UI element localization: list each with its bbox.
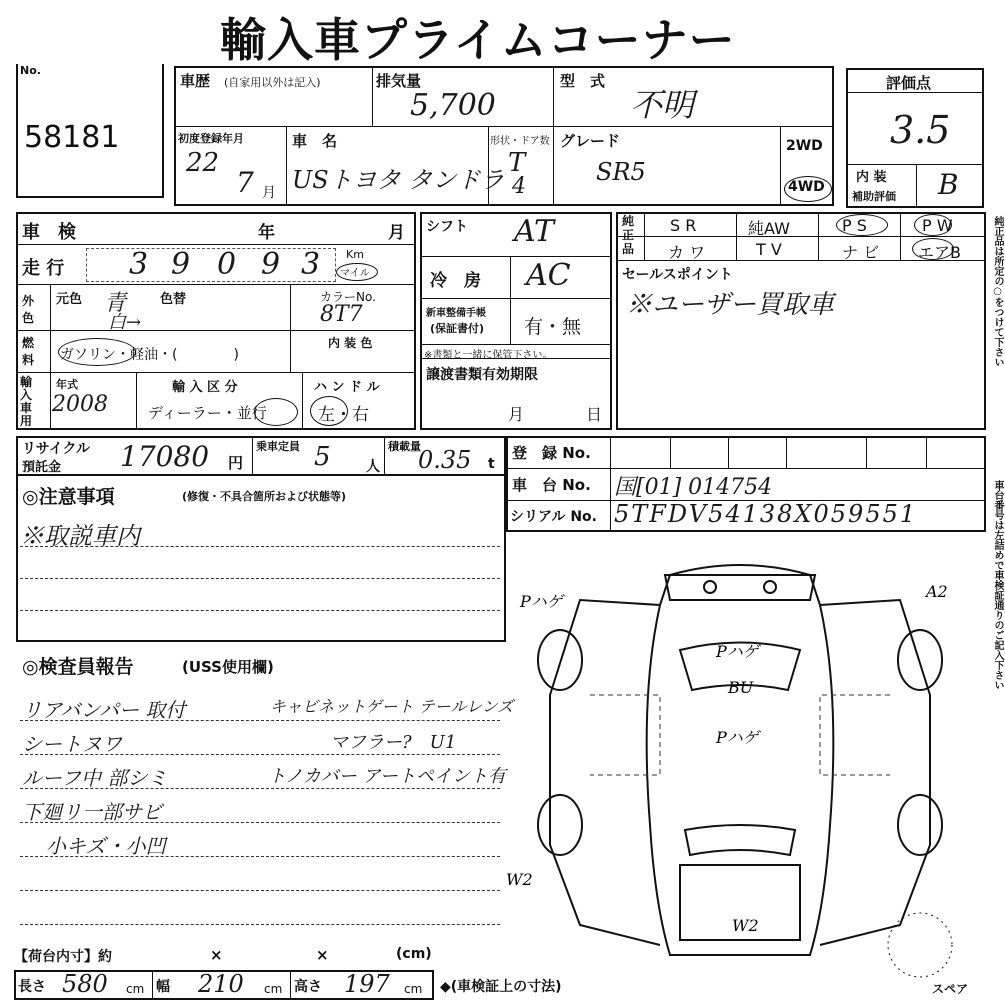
diagram-mark: Pハゲ: [716, 642, 759, 661]
shape-value-2: 4: [512, 174, 526, 199]
aircon-label: 冷 房: [430, 271, 481, 291]
chassis-label: 車 台 No.: [512, 476, 591, 494]
car-name-value: USトヨタ タンドラ: [292, 166, 505, 194]
wheel-front-left: [538, 630, 582, 690]
recycle-value: 17080: [120, 440, 210, 473]
recycle-sub-label: 預託金: [22, 460, 62, 475]
car-diagram: [506, 545, 960, 965]
color-change-label: 色替: [160, 292, 187, 307]
color-label: 外色: [22, 294, 35, 325]
dims-note: ◆(車検証上の寸法): [440, 979, 562, 995]
first-reg-year: 22: [186, 148, 220, 178]
cargo-x1: ×: [210, 946, 223, 964]
height-value: 197: [344, 970, 390, 998]
door-line-right: [820, 695, 890, 775]
front-bumper: [665, 575, 815, 600]
interior-score: B: [938, 168, 959, 201]
2wd-label: 2WD: [786, 138, 823, 154]
notes-sub-label: (修復・不具合箇所および状態等): [182, 490, 347, 503]
spare-label: スペア: [932, 982, 969, 996]
recycle-label: リサイクル: [22, 441, 91, 457]
import-label: 輸入車用: [20, 375, 33, 428]
page-title: 輸入車プライムコーナー: [220, 13, 736, 67]
history-label: 車歴: [180, 72, 211, 90]
transfer-label: 譲渡書類有効期限: [426, 367, 538, 383]
mileage-unit-mile: マイル: [340, 268, 370, 279]
length-unit: cm: [126, 982, 145, 996]
shaken-label: 車 検: [22, 222, 76, 243]
capacity-unit: 人: [366, 459, 380, 475]
interior-sub-label: 補助評価: [852, 190, 896, 203]
import-year-label: 年式: [56, 378, 78, 391]
lot-number: 58181: [24, 120, 120, 155]
diagram-mark: W2: [732, 916, 759, 935]
transfer-month: 月: [508, 405, 525, 424]
pw-circle: [914, 214, 952, 236]
headlight-right: [764, 581, 776, 593]
inspector-line: 小キズ・小凹: [46, 834, 166, 858]
import-year-value: 2008: [52, 392, 108, 417]
4wd-label: 4WD: [788, 179, 825, 195]
genuine-item: カ ワ: [668, 243, 706, 262]
transfer-day: 日: [586, 405, 603, 424]
inspector-line: リアバンパー 取付: [22, 698, 186, 722]
genuine-item: S R: [670, 216, 697, 235]
length-label: 長さ: [18, 979, 46, 995]
mileage-digit: 3: [301, 247, 321, 282]
handle-value: 左・右: [318, 405, 369, 425]
model-type-label: 型 式: [560, 72, 606, 90]
load-unit: t: [488, 456, 495, 472]
notes-label: ◎注意事項: [22, 486, 115, 508]
headlight-left: [704, 581, 716, 593]
model-type-value: 不明: [630, 86, 695, 124]
width-unit: cm: [264, 982, 283, 996]
grade-value: SR5: [596, 158, 646, 186]
color-change-value: 白→: [108, 312, 142, 333]
side-note-2: 車台番号は左詰めで車検証通りのご記入下さい: [992, 480, 1003, 690]
inspector-line: 下廻リ一部サビ: [22, 800, 162, 824]
car-body-outline: [647, 565, 834, 955]
mileage-digit: 0: [217, 247, 237, 282]
length-value: 580: [62, 970, 108, 998]
aircon-value: AC: [526, 258, 571, 293]
color-no-label: カラーNo.: [320, 290, 376, 304]
height-unit: cm: [404, 982, 423, 996]
load-value: 0.35: [418, 446, 472, 474]
shape-value-1: T: [508, 148, 526, 178]
car-name-label: 車 名: [292, 132, 338, 150]
interior-color-label: 内 装 色: [328, 336, 373, 350]
fuel-value: ガソリン・軽油・( ): [60, 347, 239, 363]
airbag-circle: [912, 238, 954, 260]
genuine-item: ナ ビ: [842, 243, 880, 262]
no-label: No.: [20, 64, 41, 77]
shaken-year: 年: [258, 223, 275, 243]
recycle-unit: 円: [228, 454, 244, 472]
manual-label: 新車整備手帳: [426, 308, 486, 319]
serial-label: シリアル No.: [510, 509, 597, 525]
sales-point-value: ※ユーザー買取車: [626, 290, 835, 320]
diagram-mark: W2: [506, 870, 533, 889]
capacity-value: 5: [314, 442, 331, 472]
mileage-digit: 9: [261, 247, 281, 282]
inspector-label: ◎検査員報告: [22, 656, 134, 678]
evaluation-label: 評価点: [886, 74, 932, 92]
wheel-rear-right: [898, 795, 942, 855]
grade-label: グレード: [560, 132, 621, 150]
inspector-sub-label: (USS使用欄): [182, 658, 274, 676]
handle-label: ハ ン ド ル: [314, 380, 380, 395]
sales-point-label: セールスポイント: [622, 267, 733, 283]
inspector-right-line: キャビネットゲート テールレンズ: [270, 697, 514, 716]
wheel-rear-left: [538, 795, 582, 855]
serial-value: 5TFDV54138X059551: [614, 500, 918, 528]
first-reg-label: 初度登録年月: [178, 132, 244, 145]
genuine-label: 純正品: [622, 214, 635, 256]
mileage-digit: 9: [171, 247, 191, 282]
load-label: 積載量: [388, 440, 421, 453]
door-line-left: [590, 695, 660, 775]
gasoline-circle: [58, 338, 136, 366]
mileage-digit: 3: [129, 247, 149, 282]
width-value: 210: [198, 970, 244, 998]
shaken-month: 月: [388, 223, 405, 243]
color-orig-value: 青: [104, 291, 127, 316]
cargo-label: 【荷台内寸】約: [14, 949, 112, 965]
displacement-label: 排気量: [376, 72, 422, 90]
wheel-front-right: [898, 630, 942, 690]
first-reg-month-unit: 月: [262, 185, 276, 201]
inspector-line: ルーフ中 部シミ: [22, 766, 168, 790]
genuine-item: P S: [842, 216, 867, 235]
evaluation-score: 3.5: [890, 108, 951, 152]
cargo-unit: (cm): [396, 946, 432, 962]
side-panel-left: [550, 600, 660, 945]
registration-label: 登 録 No.: [512, 444, 591, 462]
diagram-mark: BU: [728, 678, 754, 697]
interior-label: 内 装: [856, 170, 887, 185]
inspector-line: シートヌワ: [22, 732, 122, 756]
manual-value: 有・無: [524, 316, 582, 338]
side-panel-right: [820, 600, 930, 945]
import-type-label: 輸 入 区 分: [172, 380, 238, 395]
genuine-item: T V: [756, 240, 782, 259]
diagram-mark: Pハゲ: [716, 728, 759, 747]
shift-label: シフト: [426, 219, 468, 235]
capacity-label: 乗車定員: [256, 440, 300, 453]
color-orig-label: 元色: [56, 292, 83, 307]
mileage-digits: [86, 248, 336, 282]
inspector-right-line: トノカバー アートペイント有: [268, 766, 506, 787]
color-no-value: 8T7: [320, 302, 363, 327]
rear-window: [685, 825, 795, 855]
fuel-label: 燃料: [22, 336, 35, 367]
manual-sub-label: (保証書付): [430, 322, 485, 335]
notes-text: ※取説車内: [20, 522, 140, 550]
mileage-label: 走 行: [22, 258, 65, 279]
diagram-mark: Pハゲ: [520, 592, 563, 611]
displacement-value: 5,700: [410, 88, 496, 123]
first-reg-month: 7: [236, 166, 254, 199]
shift-value: AT: [514, 214, 555, 249]
width-label: 幅: [156, 979, 170, 995]
left-circle: [310, 396, 348, 426]
genuine-item: P W: [922, 216, 953, 235]
history-note: (自家用以外は記入): [224, 76, 321, 89]
diagram-mark: A2: [926, 582, 948, 601]
shape-label: 形状・ドア数: [490, 136, 550, 147]
mileage-unit-km: Km: [346, 248, 364, 261]
lot-number-box: [16, 64, 164, 198]
height-label: 高さ: [294, 979, 322, 995]
spare-tire: [888, 913, 952, 977]
cargo-x2: ×: [316, 946, 329, 964]
chassis-value: 国[01] 014754: [614, 475, 773, 500]
manual-note: ※書類と一緒に保管下さい。: [424, 350, 553, 361]
inspector-right-line: マフラー? U1: [330, 732, 457, 753]
import-type-value: ディーラー・並行: [148, 404, 267, 422]
genuine-item: 純AW: [748, 219, 790, 238]
side-note-1: 純正品は所定の○をつけて下さい: [992, 216, 1003, 367]
ps-circle: [836, 214, 888, 236]
genuine-item: エアB: [918, 243, 961, 262]
parallel-circle: [254, 398, 298, 426]
